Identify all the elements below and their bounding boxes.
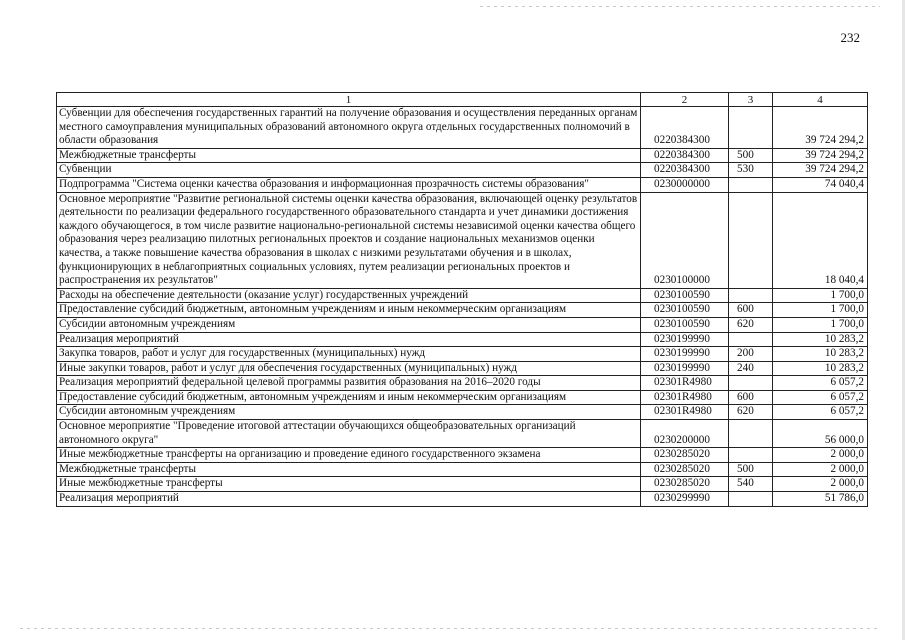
row-type (729, 288, 773, 303)
row-code: 0230285020 (641, 462, 729, 477)
row-code: 0230100590 (641, 303, 729, 318)
scan-noise-bottom (20, 628, 880, 629)
row-sum: 39 724 294,2 (773, 107, 868, 149)
row-code: 02301R4980 (641, 390, 729, 405)
row-name: Предоставление субсидий бюджетным, автономным учреждениям и иным некоммерческим организациям (57, 390, 641, 405)
row-type: 600 (729, 303, 773, 318)
header-col-2: 2 (641, 93, 729, 107)
row-sum: 10 283,2 (773, 332, 868, 347)
table-row (57, 148, 868, 163)
row-sum: 6 057,2 (773, 376, 868, 391)
row-name: Расходы на обеспечение деятельности (оказание услуг) государственных учреждений (57, 288, 641, 303)
table-row (57, 448, 868, 463)
row-sum: 10 283,2 (773, 361, 868, 376)
row-type (729, 448, 773, 463)
row-code: 0220384300 (641, 148, 729, 163)
row-code: 0230200000 (641, 420, 729, 448)
row-code: 0230199990 (641, 332, 729, 347)
row-name: Субвенции (57, 163, 641, 178)
row-name: Реализация мероприятий (57, 492, 641, 507)
row-sum: 39 724 294,2 (773, 163, 868, 178)
row-sum: 39 724 294,2 (773, 148, 868, 163)
row-sum: 10 283,2 (773, 347, 868, 362)
table-row (57, 361, 868, 376)
row-name: Субсидии автономным учреждениям (57, 317, 641, 332)
row-sum: 2 000,0 (773, 448, 868, 463)
row-name: Подпрограмма "Система оценки качества образования и информационная прозрачность системы образования" (57, 177, 641, 192)
row-name: Реализация мероприятий (57, 332, 641, 347)
row-sum: 56 000,0 (773, 420, 868, 448)
row-sum: 2 000,0 (773, 462, 868, 477)
row-name: Иные закупки товаров, работ и услуг для обеспечения государственных (муниципальных) нужд (57, 361, 641, 376)
scan-noise-top (480, 6, 880, 7)
table-row (57, 303, 868, 318)
table-header-row (57, 93, 868, 107)
budget-table (56, 92, 868, 507)
row-code: 0230199990 (641, 347, 729, 362)
row-type (729, 192, 773, 288)
row-sum: 1 700,0 (773, 317, 868, 332)
row-name: Субсидии автономным учреждениям (57, 405, 641, 420)
row-type: 600 (729, 390, 773, 405)
row-code: 0230299990 (641, 492, 729, 507)
row-name: Субвенции для обеспечения государственных гарантий на получение образования и осуществления переданных органам местного самоуправления муниципальных образований автономного округа отдельных государственных полномочий в области образования (57, 107, 641, 149)
table-row (57, 462, 868, 477)
row-sum: 74 040,4 (773, 177, 868, 192)
row-name: Основное мероприятие "Проведение итоговой аттестации обучающихся общеобразовательных организаций автономного округа" (57, 420, 641, 448)
row-type: 500 (729, 462, 773, 477)
table-row (57, 420, 868, 448)
row-type (729, 332, 773, 347)
table-row (57, 332, 868, 347)
table-row (57, 177, 868, 192)
row-sum: 6 057,2 (773, 405, 868, 420)
header-col-4: 4 (773, 93, 868, 107)
row-code: 02301R4980 (641, 376, 729, 391)
row-type (729, 420, 773, 448)
row-type: 240 (729, 361, 773, 376)
row-name: Межбюджетные трансферты (57, 148, 641, 163)
row-name: Основное мероприятие "Развитие региональной системы оценки качества образования, включающей оценку результатов деятельности по реализации федерального государственного образовательного стандарта и учет динамики достижения каждого обучающегося, в том числе развитие национально-региональной системы независимой оценки качества общего образования через реализацию пилотных региональных проектов и создание национальных механизмов оценки качества, а также повышение качества образования в школах с низкими результатами обучения и в школах, функционирующих в неблагоприятных социальных условиях, путем реализации региональных проектов и распространения их результатов" (57, 192, 641, 288)
header-col-3: 3 (729, 93, 773, 107)
row-code: 0230100000 (641, 192, 729, 288)
table-row (57, 492, 868, 507)
row-code: 0230100590 (641, 288, 729, 303)
row-type: 530 (729, 163, 773, 178)
row-name: Закупка товаров, работ и услуг для государственных (муниципальных) нужд (57, 347, 641, 362)
row-type: 620 (729, 317, 773, 332)
row-type: 620 (729, 405, 773, 420)
row-code: 0230285020 (641, 477, 729, 492)
table-row (57, 405, 868, 420)
row-type: 200 (729, 347, 773, 362)
row-name: Реализация мероприятий федеральной целевой программы развития образования на 2016–2020 годы (57, 376, 641, 391)
row-sum: 6 057,2 (773, 390, 868, 405)
table-row (57, 163, 868, 178)
row-sum: 1 700,0 (773, 288, 868, 303)
row-name: Межбюджетные трансферты (57, 462, 641, 477)
row-code: 0220384300 (641, 163, 729, 178)
row-code: 0230100590 (641, 317, 729, 332)
row-code: 02301R4980 (641, 405, 729, 420)
table-row (57, 477, 868, 492)
row-type (729, 376, 773, 391)
table-row (57, 390, 868, 405)
row-sum: 18 040,4 (773, 192, 868, 288)
table-row (57, 317, 868, 332)
row-name: Иные межбюджетные трансферты на организацию и проведение единого государственного экзамена (57, 448, 641, 463)
row-sum: 51 786,0 (773, 492, 868, 507)
table-row (57, 288, 868, 303)
header-col-1: 1 (57, 93, 641, 107)
row-type: 540 (729, 477, 773, 492)
row-type (729, 177, 773, 192)
table-row (57, 107, 868, 149)
row-sum: 2 000,0 (773, 477, 868, 492)
row-name: Иные межбюджетные трансферты (57, 477, 641, 492)
table-row (57, 192, 868, 288)
row-name: Предоставление субсидий бюджетным, автономным учреждениям и иным некоммерческим организациям (57, 303, 641, 318)
row-code: 0230285020 (641, 448, 729, 463)
row-type: 500 (729, 148, 773, 163)
table-row (57, 376, 868, 391)
row-code: 0230000000 (641, 177, 729, 192)
row-type (729, 107, 773, 149)
table-row (57, 347, 868, 362)
row-sum: 1 700,0 (773, 303, 868, 318)
row-code: 0220384300 (641, 107, 729, 149)
row-type (729, 492, 773, 507)
page-number: 232 (840, 30, 860, 45)
row-code: 0230199990 (641, 361, 729, 376)
